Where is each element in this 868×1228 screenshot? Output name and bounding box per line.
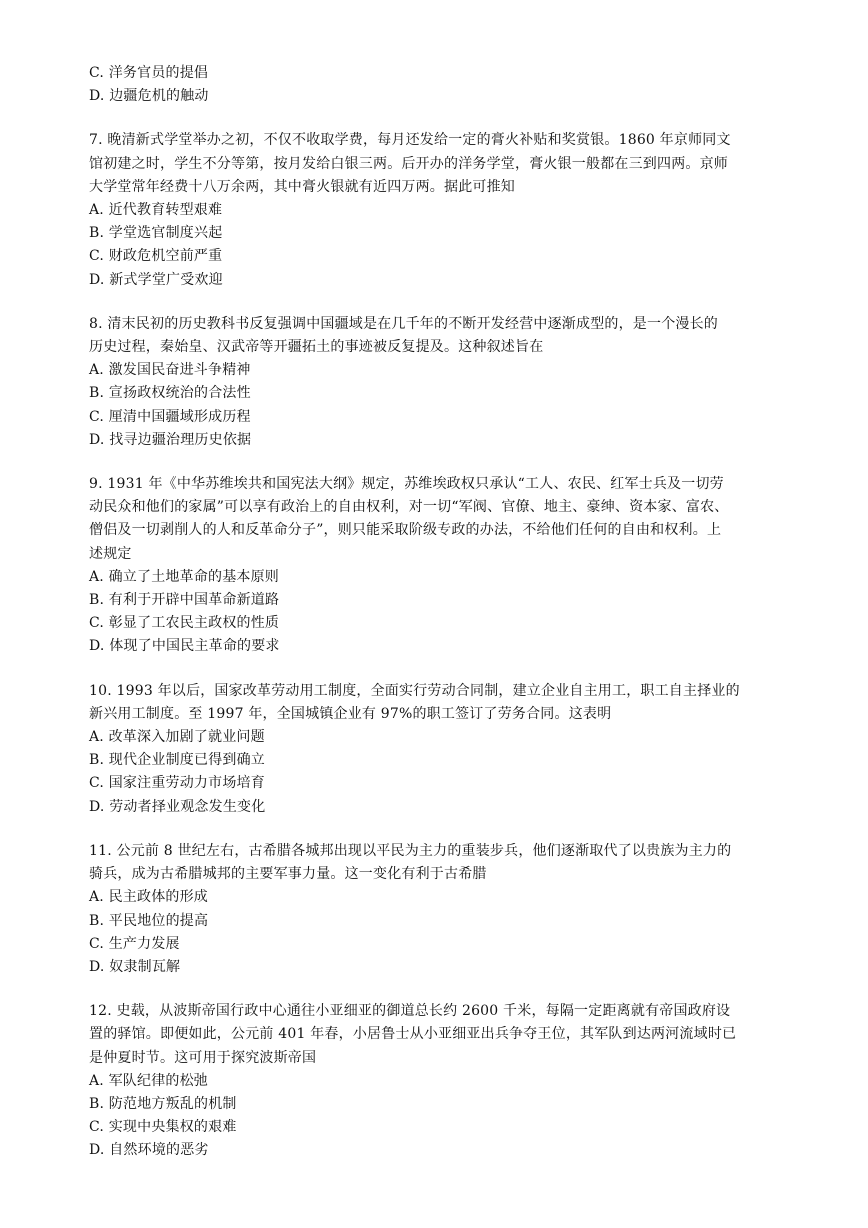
question-stem-line: 骑兵，成为古希腊城邦的主要军事力量。这一变化有利于古希腊 <box>89 866 487 883</box>
question-stem-line: 11. 公元前 8 世纪左右，古希腊各城邦出现以平民为主力的重装步兵，他们逐渐取代了以贵族为主力的 <box>89 842 732 859</box>
option-c: C. 财政危机空前严重 <box>89 248 223 265</box>
option-d: D. 自然环境的恶劣 <box>89 1142 209 1159</box>
option-b: B. 防范地方叛乱的机制 <box>89 1095 237 1112</box>
option-a: A. 确立了土地革命的基本原则 <box>89 568 280 585</box>
option-d: D. 劳动者择业观念发生变化 <box>89 798 266 815</box>
option-a: A. 军队纪律的松弛 <box>89 1072 209 1089</box>
question-stem-line: 置的驿馆。即便如此，公元前 401 年春，小居鲁士从小亚细亚出兵争夺王位，其军队到达两河流域时已 <box>89 1026 737 1043</box>
option-d: D. 体现了中国民主革命的要求 <box>89 638 280 655</box>
option-c: C. 彰显了工农民主政权的性质 <box>89 615 280 632</box>
option-b: B. 有利于开辟中国革命新道路 <box>89 592 280 609</box>
question-12 <box>89 1000 781 1162</box>
option-c: C. 生产力发展 <box>89 935 180 952</box>
option-a: A. 近代教育转型艰难 <box>89 202 223 219</box>
option-b: B. 现代企业制度已得到确立 <box>89 752 265 769</box>
question-stem-line: 8. 清末民初的历史教科书反复强调中国疆域是在几千年的不断开发经营中逐渐成型的，是一个漫长的 <box>89 315 719 332</box>
question-stem-line: 9. 1931 年《中华苏维埃共和国宪法大纲》规定，苏维埃政权只承认“工人、农民、红军士兵及一切劳 <box>89 476 724 493</box>
question-6-tail <box>89 62 781 108</box>
question-stem-line: 述规定 <box>89 545 132 562</box>
question-stem-line: 僧侣及一切剥削人的人和反革命分子”，则只能采取阶级专政的办法，不给他们任何的自由和权利。上 <box>89 522 722 539</box>
option-a: A. 改革深入加剧了就业问题 <box>89 729 265 746</box>
question-stem-line: 大学堂常年经费十八万余两，其中膏火银就有近四万两。据此可推知 <box>89 178 515 195</box>
option-b: B. 宣扬政权统治的合法性 <box>89 385 251 402</box>
question-9 <box>89 473 781 659</box>
question-stem-line: 新兴用工制度。至 1997 年，全国城镇企业有 97%的职工签订了劳务合同。这表明 <box>89 705 612 722</box>
option-d: D. 边疆危机的触动 <box>89 88 209 105</box>
question-10 <box>89 680 781 819</box>
question-stem-line: 7. 晚清新式学堂举办之初，不仅不收取学费，每月还发给一定的膏火补贴和奖赏银。1860 年京师同文 <box>89 132 731 149</box>
option-d: D. 找寻边疆治理历史依据 <box>89 431 252 448</box>
exam-page <box>89 62 781 1163</box>
option-a: A. 民主政体的形成 <box>89 889 209 906</box>
option-c: C. 国家注重劳动力市场培育 <box>89 775 265 792</box>
option-c: C. 实现中央集权的艰难 <box>89 1119 237 1136</box>
option-c: C. 洋务官员的提倡 <box>89 65 209 81</box>
question-stem-line: 动民众和他们的家属”可以享有政治上的自由权利，对一切“军阀、官僚、地主、豪绅、资本家、富农、 <box>89 499 729 516</box>
question-11 <box>89 840 781 979</box>
question-7 <box>89 129 781 291</box>
option-d: D. 奴隶制瓦解 <box>89 958 181 975</box>
option-d: D. 新式学堂广受欢迎 <box>89 271 223 288</box>
question-stem-line: 12. 史载，从波斯帝国行政中心通往小亚细亚的御道总长约 2600 千米，每隔一定距离就有帝国政府设 <box>89 1003 731 1020</box>
option-b: B. 学堂选官制度兴起 <box>89 225 223 242</box>
question-stem-line: 是仲夏时节。这可用于探究波斯帝国 <box>89 1049 317 1066</box>
option-c: C. 厘清中国疆域形成历程 <box>89 408 251 425</box>
question-stem-line: 10. 1993 年以后，国家改革劳动用工制度，全面实行劳动合同制，建立企业自主用工，职工自主择业的 <box>89 682 740 699</box>
question-8 <box>89 313 781 452</box>
option-a: A. 激发国民奋进斗争精神 <box>89 362 251 379</box>
question-stem-line: 馆初建之时，学生不分等第，按月发给白银三两。后开办的洋务学堂，膏火银一般都在三到四两。京师 <box>89 155 728 172</box>
question-stem-line: 历史过程，秦始皇、汉武帝等开疆拓土的事迹被反复提及。这种叙述旨在 <box>89 339 544 356</box>
option-b: B. 平民地位的提高 <box>89 912 209 929</box>
